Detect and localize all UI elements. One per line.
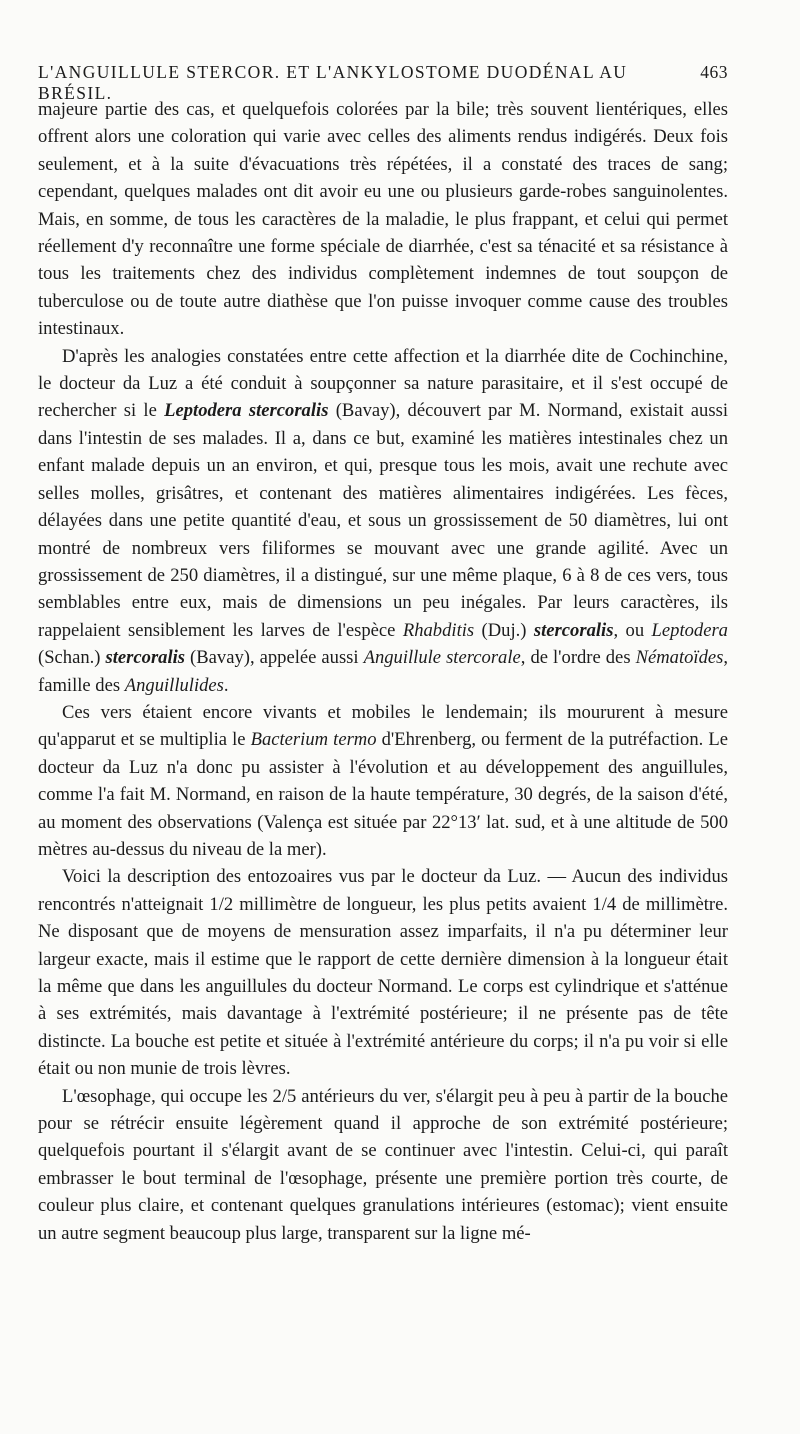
text-run: D'après les analogies constatées entre cette affection et la diarrhée dite de Cochinchine, le docteur da Luz a été conduit à soupçonner sa nature parasitaire, et il s'est occupé de rechercher si le [38,345,728,422]
page-number: 463 [700,62,728,82]
emphasized-term: stercoralis [105,647,186,669]
text-run: (Bavay), découvert par M. Normand, existait aussi dans l'intestin de ses malades. Il a, dans ce but, examiné les matières intestinales chez un enfant malade depuis un an environ, et qui, presque tous les mois, avait une rechute avec selles molles, grisâtres, et contenant des matières alimentaires indigérées. Les fèces, délayées dans une petite quantité d'eau, et sous un grossissement de 50 diamètres, lui ont montré de nombreux vers filiformes se mouvant avec une grande agilité. Avec un grossissement de 250 diamètres, il a distingué, sur une même plaque, 6 à 8 de ces vers, tous semblables entre eux, mais de dimensions un peu inégales. Par leurs caractères, ils rappelaient sensiblement les larves de l'espèce [38,400,728,641]
running-header [38,62,728,103]
emphasized-term: Nématoïdes [635,647,724,669]
text-run: Voici la description des entozoaires vus par le docteur da Luz. — Aucun des individus rencontrés n'atteignait 1/2 millimètre de longueur, les plus petits avaient 1/4 de millimètre. Ne disposant que de moyens de mensuration assez imparfaits, il n'a pu déterminer leur largeur exacte, mais il estime que le rapport de cette dernière dimension à la longueur était la même que dans les anguillules du docteur Normand. Le corps est cylindrique et s'atténue à ses extrémités, mais davantage à l'extrémité postérieure; il ne présente pas de tête distincte. La bouche est petite et située à l'extrémité antérieure du corps; il n'a pu voir si elle était ou non munie de trois lèvres. [38,866,728,1080]
emphasized-term: Leptodera stercoralis [164,400,329,422]
emphasized-term: Bacterium termo [250,729,377,751]
emphasized-term: Leptodera [651,619,728,641]
paragraph [38,699,728,863]
text-run: (Duj.) [474,619,534,641]
text-run: , de l'ordre des [520,647,636,669]
text-run: L'œsophage, qui occupe les 2/5 antérieurs du ver, s'élargit peu à peu à partir de la bouche pour se rétrécir ensuite légèrement quand il approche de son extrémité postérieure; quelquefois pourtant il s'élargit avant de se continuer avec l'intestin. Celui-ci, qui paraît embrasser le bout terminal de l'œsophage, présente une première portion très courte, de couleur plus claire, et contenant quelques granulations intérieures (estomac); vient ensuite un autre segment beaucoup plus large, transparent sur la ligne mé- [38,1085,728,1244]
text-run: (Bavay), appelée aussi [185,647,364,669]
text-run: Ces vers étaient encore vivants et mobiles le lendemain; ils moururent à mesure qu'apparut et se multiplia le [38,701,728,751]
body-text [38,96,728,1247]
emphasized-term: Rhabditis [402,619,475,641]
text-run: , famille des [38,647,729,696]
text-run: d'Ehrenberg, ou ferment de la putréfaction. Le docteur da Luz n'a donc pu assister à l'évolution et au développement des anguillules, comme l'a fait M. Normand, en raison de la haute température, 30 degrés, de la saison d'été, au moment des observations (Valença est située par 22°13′ lat. sud, et à une altitude de 500 mètres au-dessus du niveau de la mer). [38,729,728,860]
text-run: . [223,674,229,696]
text-run: (Schan.) [38,647,106,669]
text-run: majeure partie des cas, et quelquefois colorées par la bile; très souvent lientériques, elles offrent alors une coloration qui varie avec celles des aliments rendus indigérés. Deux fois seulement, et à la suite d'évacuations très répétées, il a constaté des traces de sang; cependant, quelques malades ont dit avoir eu une ou plusieurs garde-robes sanguinolentes. Mais, en somme, de tous les caractères de la maladie, le plus frappant, et celui qui permet réellement d'y reconnaître une forme spéciale de diarrhée, c'est sa ténacité et sa résistance à tous les traitements chez des individus complètement indemnes de tout soupçon de tuberculose ou de toute autre diathèse que l'on puisse invoquer comme cause des troubles intestinaux. [38,99,728,340]
paragraph [38,96,728,343]
emphasized-term: Anguillule stercorale [363,647,521,669]
paragraph [38,343,728,699]
emphasized-term: Anguillulides [124,674,224,696]
running-title: L'ANGUILLULE STERCOR. ET L'ANKYLOSTOME DUODÉNAL AU BRÉSIL. [38,62,628,103]
paragraph [38,1083,728,1247]
text-run: , ou [613,619,652,641]
emphasized-term: stercoralis [533,619,614,641]
paragraph [38,863,728,1082]
